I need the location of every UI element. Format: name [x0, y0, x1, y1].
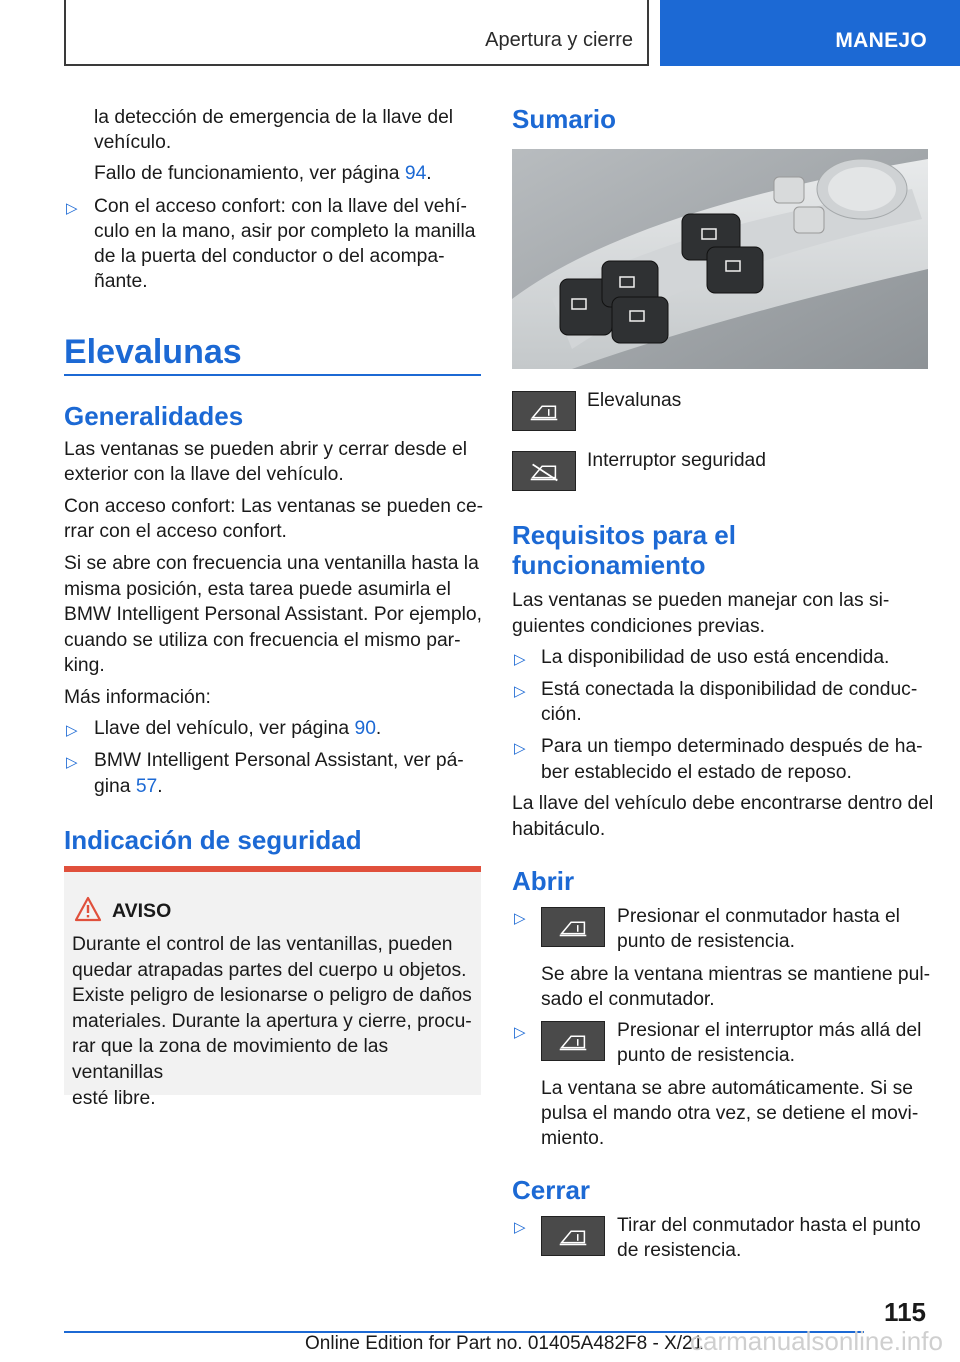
abrir-b1-p-line-2: sado el conmutador. [541, 989, 715, 1010]
abrir-b1-line-1: Presionar el conmutador hasta el [617, 906, 900, 927]
footer-edition: Online Edition for Part no. 01405A482F8 - X/21 [305, 1333, 704, 1354]
triangle-right-icon: ▷ [66, 200, 78, 217]
heading-abrir: Abrir [512, 866, 575, 896]
warning-triangle-icon [74, 896, 102, 922]
header-section-box [64, 0, 649, 66]
heading-sumario: Sumario [512, 104, 617, 134]
triangle-right-icon: ▷ [66, 754, 78, 771]
gen-p3-line-4: cuando se utiliza con frecuencia el mismo par- [64, 630, 461, 651]
page-number: 115 [884, 1297, 926, 1327]
abrir-b2-p-line-1: La ventana se abre automáticamente. Si se [541, 1078, 913, 1099]
warning-title: AVISO [112, 900, 172, 922]
heading-generalidades: Generalidades [64, 401, 244, 431]
req-p2-line-2: habitáculo. [512, 819, 606, 840]
fallo-page-link[interactable]: 94 [404, 163, 427, 184]
intro-line-2: vehículo. [94, 132, 172, 153]
warning-box [64, 866, 481, 1109]
heading-requisitos-line-2: funcionamiento [512, 550, 706, 580]
triangle-right-icon: ▷ [514, 740, 526, 757]
req-bullet-2-line-2: ción. [541, 704, 582, 725]
gen-p3-line-3: BMW Intelligent Personal Assistant. Por ejemplo, [64, 604, 482, 625]
gen-p2-line-2: rrar con el acceso confort. [64, 521, 287, 542]
legend-interruptor-seguridad: Interruptor seguridad [587, 450, 766, 471]
gen-p2-line-1: Con acceso confort: Las ventanas se pueden ce- [64, 496, 484, 517]
window-switch-icon [541, 907, 605, 947]
legend-elevalunas: Elevalunas [587, 390, 682, 411]
triangle-right-icon: ▷ [66, 722, 78, 739]
header-chapter-label: MANEJO [835, 29, 927, 52]
llave-suffix: . [375, 718, 382, 739]
comfort-line-3: de la puerta del conductor o del acompa- [94, 246, 445, 267]
warning-line: quedar atrapadas partes del cuerpo u objetos. [72, 959, 467, 981]
gen-p1-line-2: exterior con la llave del vehículo. [64, 464, 344, 485]
cerrar-b1-line-2: de resistencia. [617, 1240, 742, 1261]
abrir-b1-line-2: punto de resistencia. [617, 931, 795, 952]
header-chapter-tab[interactable] [660, 0, 960, 66]
watermark: carmanualsonline.info [690, 1326, 943, 1356]
triangle-right-icon: ▷ [514, 910, 526, 927]
abrir-b1-p-line-1: Se abre la ventana mientras se mantiene pul- [541, 964, 931, 985]
warning-line: esté libre. [72, 1087, 156, 1109]
req-bullet-3-line-2: ber establecido el estado de reposo. [541, 762, 852, 783]
door-switch-photo [512, 149, 928, 369]
gen-p1-line-1: Las ventanas se pueden abrir y cerrar desde el [64, 439, 468, 460]
bmw-suffix: . [157, 776, 163, 797]
abrir-b2-p-line-3: miento. [541, 1128, 605, 1149]
mas-informacion: Más información: [64, 687, 211, 708]
bullet-bmw-line-2 [94, 774, 163, 800]
warning-text [72, 932, 476, 1111]
req-p-line-2: guientes condiciones previas. [512, 616, 765, 637]
fallo-suffix: . [426, 163, 432, 184]
triangle-right-icon: ▷ [514, 1024, 526, 1041]
heading-cerrar: Cerrar [512, 1175, 591, 1205]
abrir-b2-line-1: Presionar el interruptor más allá del [617, 1020, 922, 1041]
llave-page-link[interactable]: 90 [354, 718, 376, 739]
req-p2-line-1: La llave del vehículo debe encontrarse dentro del [512, 793, 934, 814]
req-bullet-1: La disponibilidad de uso está encendida. [541, 647, 890, 668]
heading-rule [64, 374, 481, 376]
intro-line-1: la detección de emergencia de la llave del [94, 107, 454, 128]
abrir-b2-line-2: punto de resistencia. [617, 1045, 795, 1066]
safety-switch-icon [512, 451, 576, 491]
gen-p3-line-1: Si se abre con frecuencia una ventanilla hasta la [64, 553, 479, 574]
window-switch-icon [512, 391, 576, 431]
comfort-line-4: ñante. [94, 271, 148, 292]
window-switch-icon [541, 1216, 605, 1256]
window-switch-icon [541, 1021, 605, 1061]
gen-p3-line-2: misma posición, esta tarea puede asumirla el [64, 579, 451, 600]
req-bullet-2-line-1: Está conectada la disponibilidad de conduc- [541, 679, 918, 700]
bmw-text: gina [94, 776, 136, 797]
heading-requisitos-line-1: Requisitos para el [512, 520, 736, 550]
comfort-line-1: Con el acceso confort: con la llave del vehí- [94, 196, 467, 217]
triangle-right-icon: ▷ [514, 1219, 526, 1236]
triangle-right-icon: ▷ [514, 683, 526, 700]
heading-seguridad: Indicación de seguridad [64, 825, 362, 855]
llave-text: Llave del vehículo, ver página [94, 718, 355, 739]
gen-p3-line-5: king. [64, 655, 105, 676]
bullet-bmw-line-1: BMW Intelligent Personal Assistant, ver pá- [94, 750, 464, 771]
req-bullet-3-line-1: Para un tiempo determinado después de ha- [541, 736, 923, 757]
triangle-right-icon: ▷ [514, 651, 526, 668]
warning-line: Durante el control de las ventanillas, pueden [72, 934, 453, 955]
warning-line: rar que la zona de movimiento de las ventanillas [72, 1036, 389, 1083]
warning-line: materiales. Durante la apertura y cierre, procu- [72, 1010, 472, 1032]
fallo-text: Fallo de funcionamiento, ver página [94, 163, 405, 184]
req-p-line-1: Las ventanas se pueden manejar con las si- [512, 590, 890, 611]
abrir-b2-p-line-2: pulsa el mando otra vez, se detiene el movi- [541, 1103, 919, 1124]
comfort-line-2: culo en la mano, asir por completo la manilla [94, 221, 476, 242]
cerrar-b1-line-1: Tirar del conmutador hasta el punto [617, 1215, 921, 1236]
fallo-paragraph [94, 161, 432, 187]
bullet-llave [94, 716, 381, 742]
warning-line: Existe peligro de lesionarse o peligro de daños [72, 985, 472, 1007]
heading-elevalunas: Elevalunas [64, 333, 242, 371]
bmw-page-link[interactable]: 57 [135, 776, 158, 797]
header-section-title: Apertura y cierre [485, 29, 633, 51]
